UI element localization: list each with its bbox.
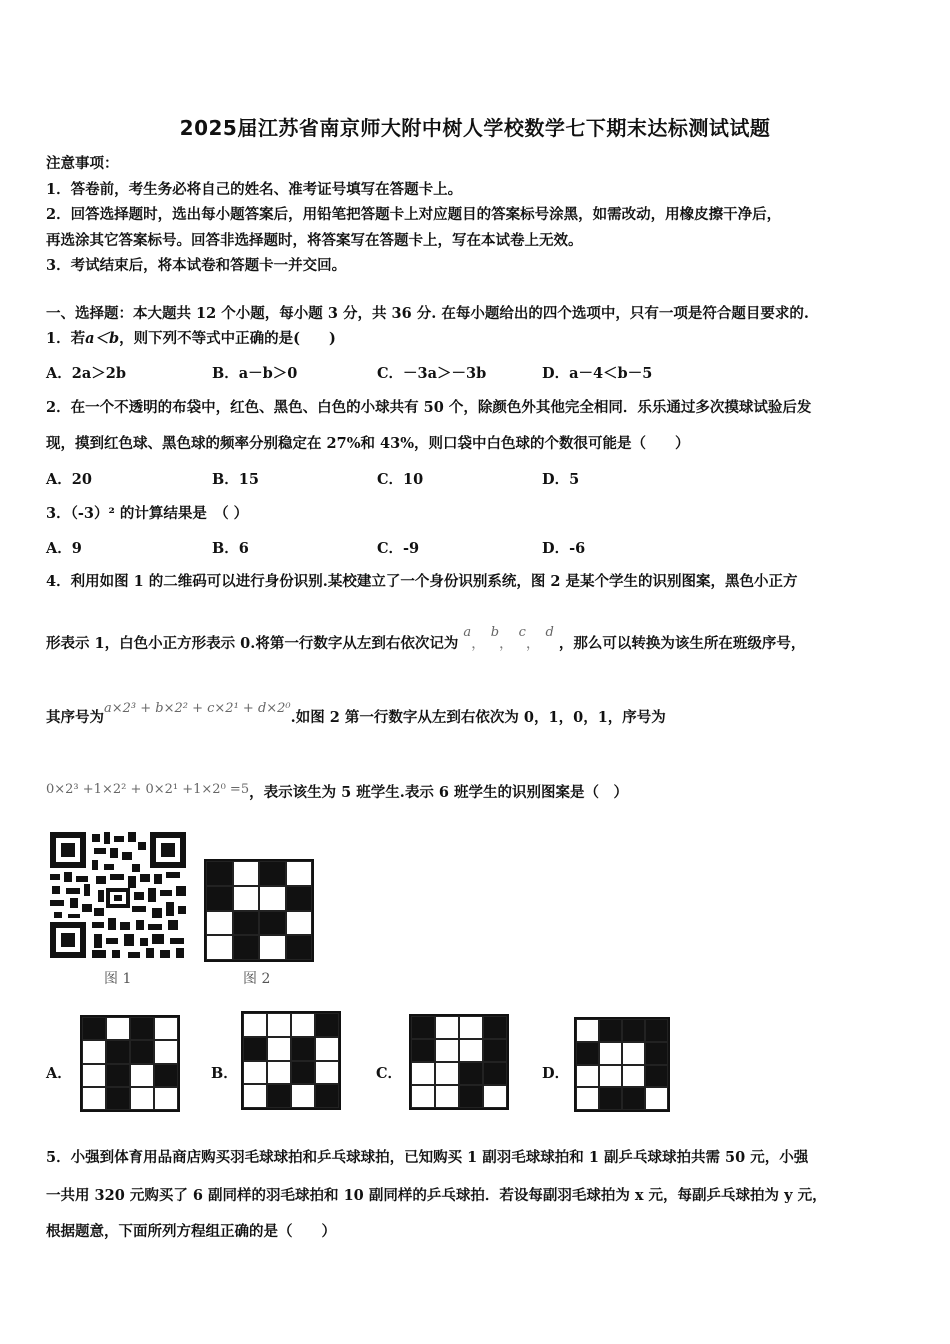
black-cell <box>130 1017 154 1040</box>
white-cell <box>576 1087 599 1110</box>
q4-line2-suffix: ，那么可以转换为该生所在班级序号， <box>558 635 806 652</box>
white-cell <box>233 886 260 911</box>
white-cell <box>259 886 286 911</box>
white-cell <box>622 1065 645 1088</box>
black-cell <box>267 1084 291 1108</box>
white-cell <box>286 911 313 936</box>
option-b[interactable]: B．15 <box>212 471 259 488</box>
white-cell <box>82 1087 106 1110</box>
black-cell <box>645 1065 668 1088</box>
var-b: b <box>490 625 500 640</box>
black-cell <box>286 886 313 911</box>
question-5-line: 5．小强到体育用品商店购买羽毛球球拍和乒乓球球拍，已知购买 1 副羽毛球球拍和 1 副乒乓球球拍共需 50 元，小强 <box>46 1149 809 1166</box>
question-4-line <box>46 781 628 802</box>
notice-item: 再选涂其它答案标号。回答非选择题时，将答案写在答题卡上，写在本试卷上无效。 <box>46 232 583 249</box>
option-a[interactable]: A．2a＞2b <box>46 365 126 382</box>
white-cell <box>206 911 233 936</box>
question-4-line: 4．利用如图 1 的二维码可以进行身份识别.某校建立了一个身份识别系统，图 2 是某个学生的识别图案，黑色小正方 <box>46 573 798 590</box>
question-3-stem: 3．（-3）² 的计算结果是 （ ） <box>46 505 249 522</box>
var-a: a <box>463 625 472 640</box>
black-cell <box>622 1019 645 1042</box>
question-5-line: 一共用 320 元购买了 6 副同样的羽毛球拍和 10 副同样的乒乓球拍．若设每副羽毛球拍为 x 元，每副乒乓球拍为 y 元， <box>46 1187 827 1204</box>
question-2-line: 2．在一个不透明的布袋中，红色、黑色、白色的小球共有 50 个，除颜色外其他完全相同．乐乐通过多次摸球试验后发 <box>46 399 812 416</box>
black-cell <box>459 1085 483 1108</box>
white-cell <box>82 1040 106 1063</box>
option-b[interactable]: B．a－b＞0 <box>212 365 298 382</box>
question-5-line: 根据题意，下面所列方程组正确的是（ ） <box>46 1223 336 1240</box>
black-cell <box>130 1040 154 1063</box>
white-cell <box>599 1042 622 1065</box>
option-a-grid[interactable] <box>80 1015 180 1112</box>
white-cell <box>435 1062 459 1085</box>
option-d[interactable]: D．-6 <box>542 540 586 557</box>
notice-heading: 注意事项： <box>46 155 119 172</box>
white-cell <box>243 1061 267 1085</box>
formula-example: 0×2³ +1×2² + 0×2¹ +1×2⁰ =5 <box>46 782 250 797</box>
var-c: c <box>518 625 526 640</box>
black-cell <box>206 861 233 886</box>
black-cell <box>154 1064 178 1087</box>
formula-serial: a×2³ + b×2² + c×2¹ + d×2⁰ <box>104 701 291 716</box>
option-c-grid[interactable] <box>409 1014 509 1110</box>
q4-line2-prefix: 形表示 1，白色小正方形表示 0.将第一行数字从左到右依次记为 <box>46 635 459 652</box>
white-cell <box>106 1017 130 1040</box>
white-cell <box>576 1019 599 1042</box>
q1-condition: a＜b <box>85 330 120 347</box>
black-cell <box>459 1062 483 1085</box>
white-cell <box>483 1085 507 1108</box>
black-cell <box>483 1016 507 1039</box>
white-cell <box>259 935 286 960</box>
white-cell <box>286 861 313 886</box>
black-cell <box>645 1019 668 1042</box>
notice-item: 2．回答选择题时，选出每小题答案后，用铅笔把答题卡上对应题目的答案标号涂黑，如需改动，用橡皮擦干净后， <box>46 206 782 223</box>
question-4-line: 形表示 1，白色小正方形表示 0.将第一行数字从左到右依次记为 a， b， c， d ，那么可以转换为该生所在班级序号， <box>46 625 806 652</box>
section-heading: 一、选择题：本大题共 12 个小题，每小题 3 分，共 36 分. 在每小题给出的四个选项中，只有一项是符合题目要求的. <box>46 305 809 322</box>
white-cell <box>315 1061 339 1085</box>
white-cell <box>576 1065 599 1088</box>
figure-1-caption: 图 1 <box>104 971 132 987</box>
white-cell <box>315 1037 339 1061</box>
black-cell <box>286 935 313 960</box>
black-cell <box>291 1061 315 1085</box>
white-cell <box>130 1064 154 1087</box>
white-cell <box>130 1087 154 1110</box>
q4-line3-suffix: .如图 2 第一行数字从左到右依次为 0，1，0，1，序号为 <box>290 709 666 726</box>
white-cell <box>459 1039 483 1062</box>
white-cell <box>154 1040 178 1063</box>
black-cell <box>243 1037 267 1061</box>
black-cell <box>315 1084 339 1108</box>
white-cell <box>645 1087 668 1110</box>
black-cell <box>411 1016 435 1039</box>
question-2-line: 现，摸到红色球、黑色球的频率分别稳定在 27%和 43%，则口袋中白色球的个数很可能是（ ） <box>46 435 690 452</box>
option-d[interactable]: D．5 <box>542 471 580 488</box>
white-cell <box>154 1087 178 1110</box>
black-cell <box>106 1087 130 1110</box>
notice-item: 3．考试结束后，将本试卷和答题卡一并交回。 <box>46 257 347 274</box>
white-cell <box>622 1042 645 1065</box>
white-cell <box>82 1064 106 1087</box>
black-cell <box>106 1064 130 1087</box>
black-cell <box>259 911 286 936</box>
white-cell <box>267 1061 291 1085</box>
figure-2-caption: 图 2 <box>243 971 271 987</box>
black-cell <box>315 1013 339 1037</box>
black-cell <box>106 1040 130 1063</box>
white-cell <box>411 1085 435 1108</box>
white-cell <box>267 1013 291 1037</box>
option-c[interactable]: C．-9 <box>377 540 420 557</box>
black-cell <box>576 1042 599 1065</box>
option-d[interactable]: D．a－4＜b－5 <box>542 365 653 382</box>
q1-suffix: ，则下列不等式中正确的是( ) <box>119 330 336 347</box>
option-c[interactable]: C．－3a＞－3b <box>377 365 487 382</box>
white-cell <box>599 1065 622 1088</box>
option-b-label[interactable]: B． <box>211 1065 238 1082</box>
white-cell <box>435 1016 459 1039</box>
black-cell <box>291 1037 315 1061</box>
white-cell <box>243 1084 267 1108</box>
black-cell <box>599 1087 622 1110</box>
question-4-line <box>46 701 666 727</box>
black-cell <box>411 1039 435 1062</box>
black-cell <box>233 935 260 960</box>
q4-line4-suffix: ，表示该生为 5 班学生.表示 6 班学生的识别图案是（ ） <box>249 784 629 801</box>
white-cell <box>411 1062 435 1085</box>
white-cell <box>233 861 260 886</box>
white-cell <box>267 1037 291 1061</box>
white-cell <box>291 1013 315 1037</box>
black-cell <box>622 1087 645 1110</box>
white-cell <box>243 1013 267 1037</box>
option-c-label[interactable]: C． <box>376 1065 403 1082</box>
white-cell <box>435 1039 459 1062</box>
option-b[interactable]: B．6 <box>212 540 249 557</box>
black-cell <box>233 911 260 936</box>
option-b-grid[interactable] <box>241 1011 341 1110</box>
notice-item: 1．答卷前，考生务必将自己的姓名、准考证号填写在答题卡上。 <box>46 181 463 198</box>
var-d: d <box>545 625 554 640</box>
q1-prefix: 1．若 <box>46 330 86 347</box>
page-title: 2025届江苏省南京师大附中树人学校数学七下期末达标测试试题 <box>179 116 771 140</box>
option-d-label[interactable]: D． <box>542 1065 570 1082</box>
white-cell <box>459 1016 483 1039</box>
black-cell <box>483 1039 507 1062</box>
qr-code-figure <box>48 830 188 960</box>
option-d-grid[interactable] <box>574 1017 670 1112</box>
q4-line3-prefix: 其序号为 <box>46 709 104 726</box>
black-cell <box>645 1042 668 1065</box>
black-cell <box>599 1019 622 1042</box>
black-cell <box>259 861 286 886</box>
option-a-label[interactable]: A． <box>46 1065 72 1082</box>
white-cell <box>154 1017 178 1040</box>
white-cell <box>435 1085 459 1108</box>
white-cell <box>206 935 233 960</box>
question-1-stem <box>46 327 336 348</box>
white-cell <box>291 1084 315 1108</box>
figure-2-grid <box>204 859 314 962</box>
option-c[interactable]: C．10 <box>377 471 424 488</box>
black-cell <box>82 1017 106 1040</box>
black-cell <box>483 1062 507 1085</box>
black-cell <box>206 886 233 911</box>
option-a[interactable]: A．20 <box>46 471 92 488</box>
option-a[interactable]: A．9 <box>46 540 82 557</box>
